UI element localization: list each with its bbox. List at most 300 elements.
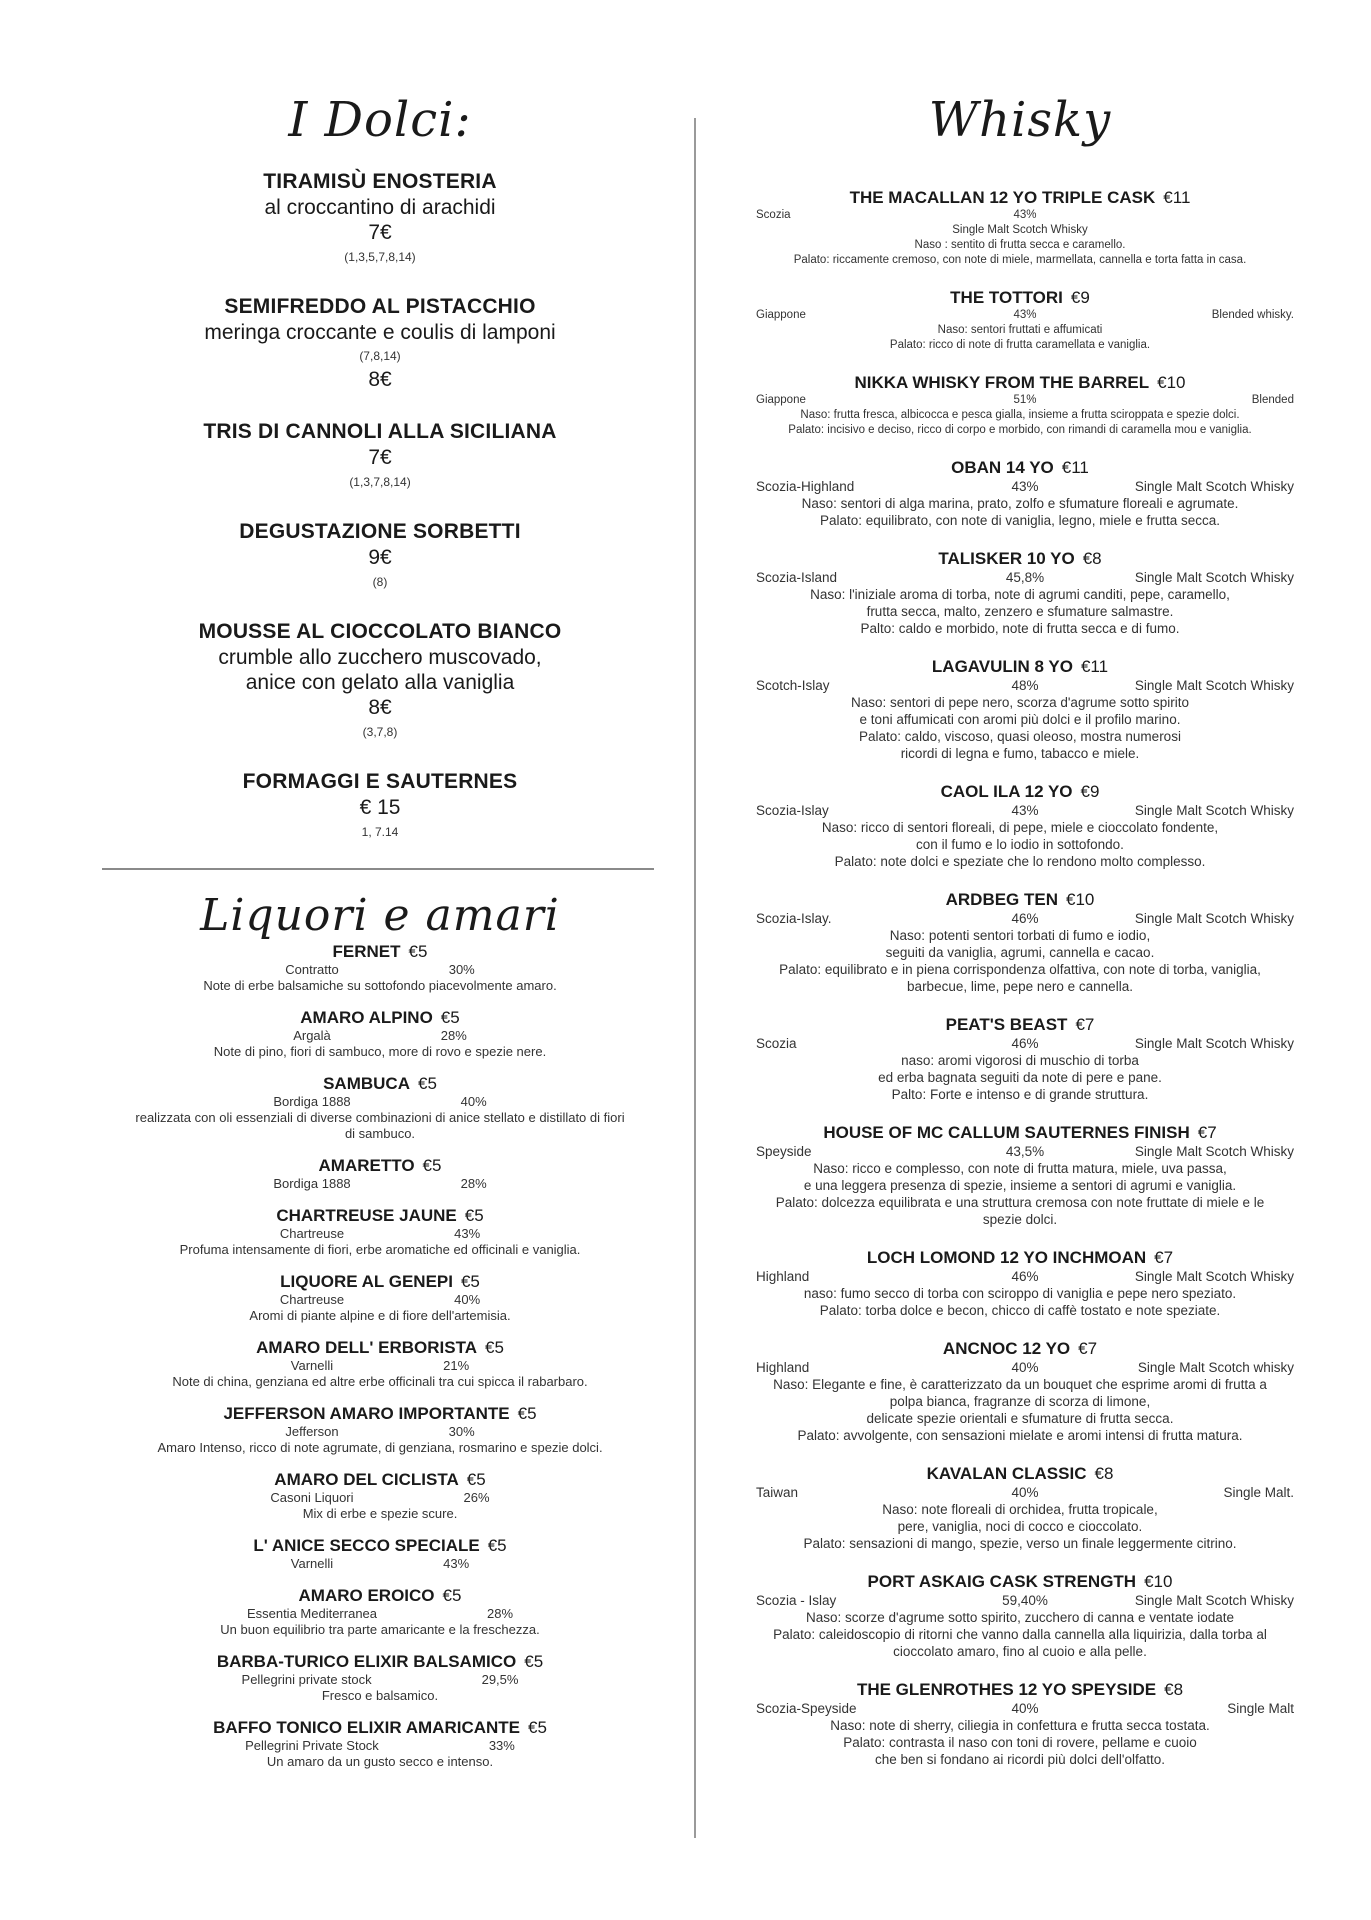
column-divider bbox=[694, 118, 696, 1838]
whisky-title bbox=[728, 890, 1312, 910]
liquor-abv: 40% bbox=[460, 1094, 487, 1109]
liquor-producer: Argalà bbox=[293, 1028, 331, 1043]
liquor-item bbox=[80, 1404, 680, 1456]
whisky-name: ANCNOC 12 YO bbox=[942, 1339, 1071, 1358]
liquori-heading: Liquori e amari bbox=[200, 890, 560, 941]
liquor-abv: 28% bbox=[440, 1028, 467, 1043]
whisky-type: Single Malt bbox=[1227, 1701, 1294, 1716]
whisky-item bbox=[728, 373, 1312, 438]
whisky-type: Single Malt Scotch Whisky bbox=[1134, 1036, 1294, 1051]
whisky-origin: Scozia bbox=[756, 1036, 797, 1051]
whisky-meta bbox=[728, 478, 1312, 495]
whisky-tasting-note: Naso: frutta fresca, albicocca e pesca gialla, insieme a frutta sciroppata e spezie dolci. bbox=[800, 409, 1240, 421]
whisky-tasting-note: Naso: Elegante e fine, è caratterizzato da un bouquet che esprime aromi di frutta a bbox=[773, 1377, 1267, 1392]
liquor-details bbox=[80, 1292, 680, 1308]
whisky-title bbox=[728, 1248, 1312, 1268]
liquor-abv: 30% bbox=[448, 962, 475, 977]
whisky-tasting-note: Naso: ricco e complesso, con note di frutta matura, miele, uva passa, bbox=[813, 1161, 1227, 1176]
whisky-item bbox=[728, 782, 1312, 870]
whisky-price: €11 bbox=[1061, 458, 1089, 477]
liquor-details bbox=[80, 1094, 680, 1110]
liquor-item bbox=[80, 1206, 680, 1258]
whisky-type: Blended whisky. bbox=[1211, 309, 1294, 321]
whisky-origin: Speyside bbox=[756, 1144, 812, 1159]
whisky-abv: 40% bbox=[1011, 1485, 1039, 1500]
dessert-name: DEGUSTAZIONE SORBETTI bbox=[239, 520, 521, 543]
whisky-meta bbox=[728, 1143, 1312, 1160]
whisky-item bbox=[728, 458, 1312, 529]
whisky-type: Blended bbox=[1251, 394, 1294, 406]
whisky-item bbox=[728, 288, 1312, 353]
whisky-name: TALISKER 10 YO bbox=[938, 549, 1075, 568]
whisky-title bbox=[728, 1464, 1312, 1484]
dessert-allergens: (1,3,7,8,14) bbox=[349, 475, 411, 489]
liquor-name: JEFFERSON AMARO IMPORTANTE bbox=[223, 1404, 510, 1423]
whisky-abv: 51% bbox=[1013, 394, 1037, 406]
whisky-meta bbox=[728, 677, 1312, 694]
liquor-title bbox=[80, 1470, 680, 1490]
whisky-item bbox=[728, 657, 1312, 762]
whisky-tasting-note: Naso : sentito di frutta secca e caramello. bbox=[914, 239, 1126, 251]
whisky-tasting-note: polpa bianca, fragranze di scorza di limone, bbox=[889, 1394, 1151, 1409]
liquor-producer: Casoni Liquori bbox=[270, 1490, 354, 1505]
whisky-item bbox=[728, 1572, 1312, 1660]
dessert-name: SEMIFREDDO AL PISTACCHIO bbox=[224, 295, 536, 318]
liquor-price: €5 bbox=[466, 1470, 486, 1489]
liquor-price: €5 bbox=[417, 1074, 437, 1093]
liquor-abv: 43% bbox=[443, 1556, 470, 1571]
liquor-title bbox=[80, 1586, 680, 1606]
whisky-tasting-note: Naso: potenti sentori torbati di fumo e iodio, bbox=[889, 928, 1151, 943]
whisky-list bbox=[728, 188, 1312, 1788]
whisky-tasting-note: Naso: sentori di alga marina, prato, zolfo e sfumature floreali e agrumate. bbox=[801, 496, 1239, 511]
dessert-item bbox=[80, 768, 680, 843]
whisky-meta bbox=[728, 393, 1312, 408]
whisky-origin: Scozia bbox=[756, 209, 791, 221]
whisky-meta bbox=[728, 1035, 1312, 1052]
liquor-name: BARBA-TURICO ELIXIR BALSAMICO bbox=[216, 1652, 517, 1671]
whisky-tasting-note: Palato: ricco di note di frutta caramellata e vaniglia. bbox=[889, 339, 1151, 351]
liquor-description: realizzata con oli essenziali di diverse combinazioni di anice stellato e distillato di fiori bbox=[135, 1110, 625, 1125]
whisky-meta bbox=[728, 1700, 1312, 1717]
dessert-name: TIRAMISÙ ENOSTERIA bbox=[263, 170, 497, 193]
whisky-tasting-note: Palato: note dolci e speziate che lo rendono molto complesso. bbox=[834, 854, 1206, 869]
liquor-item bbox=[80, 942, 680, 994]
liquor-title bbox=[80, 942, 680, 962]
whisky-item bbox=[728, 549, 1312, 637]
liquor-title bbox=[80, 1074, 680, 1094]
whisky-price: €11 bbox=[1163, 188, 1191, 207]
liquor-item bbox=[80, 1536, 680, 1572]
whisky-tasting-note: che ben si fondano ai ricordi più dolci dell'olfatto. bbox=[874, 1752, 1165, 1767]
whisky-abv: 40% bbox=[1011, 1360, 1039, 1375]
whisky-tasting-note: Palato: contrasta il naso con toni di rovere, pellame e cuoio bbox=[843, 1735, 1197, 1750]
dessert-name: MOUSSE AL CIOCCOLATO BIANCO bbox=[198, 620, 562, 643]
liquor-abv: 40% bbox=[454, 1292, 481, 1307]
whisky-meta bbox=[728, 910, 1312, 927]
liquor-description: Note di pino, fiori di sambuco, more di rovo e spezie nere. bbox=[213, 1044, 547, 1059]
whisky-abv: 45,8% bbox=[1005, 570, 1045, 585]
whisky-origin: Scozia-Highland bbox=[756, 479, 855, 494]
whisky-tasting-note: Palato: avvolgente, con sensazioni mielate e aromi intensi di frutta matura. bbox=[797, 1428, 1243, 1443]
liquor-details bbox=[80, 1606, 680, 1622]
liquor-title bbox=[80, 1156, 680, 1176]
whisky-tasting-note: spezie dolci. bbox=[982, 1212, 1058, 1227]
whisky-origin: Scozia-Island bbox=[756, 570, 838, 585]
whisky-name: THE GLENROTHES 12 YO SPEYSIDE bbox=[856, 1680, 1157, 1699]
whisky-tasting-note: Palato: caldo, viscoso, quasi oleoso, mostra numerosi bbox=[859, 729, 1181, 744]
whisky-type: Single Malt Scotch Whisky bbox=[1134, 570, 1294, 585]
liquor-price: €5 bbox=[422, 1156, 442, 1175]
dessert-item bbox=[80, 518, 680, 593]
liquor-title bbox=[80, 1272, 680, 1292]
whisky-meta bbox=[728, 308, 1312, 323]
whisky-title bbox=[728, 782, 1312, 802]
liquor-details bbox=[80, 1490, 680, 1506]
whisky-name: HOUSE OF MC CALLUM SAUTERNES FINISH bbox=[823, 1123, 1190, 1142]
liquor-name: FERNET bbox=[332, 942, 401, 961]
whisky-origin: Taiwan bbox=[756, 1485, 799, 1500]
whisky-origin: Highland bbox=[756, 1269, 810, 1284]
whisky-abv: 43% bbox=[1013, 309, 1037, 321]
liquor-title bbox=[80, 1536, 680, 1556]
whisky-price: €8 bbox=[1082, 549, 1102, 568]
whisky-item bbox=[728, 1464, 1312, 1552]
liquor-description: Fresco e balsamico. bbox=[321, 1688, 439, 1703]
dessert-price: € 15 bbox=[359, 796, 401, 819]
whisky-tasting-note: seguiti da vaniglia, agrumi, cannella e cacao. bbox=[885, 945, 1155, 960]
whisky-meta bbox=[728, 208, 1312, 223]
liquor-name: SAMBUCA bbox=[323, 1074, 410, 1093]
whisky-tasting-note: frutta secca, malto, zenzero e sfumature salmastre. bbox=[866, 604, 1174, 619]
whisky-item bbox=[728, 188, 1312, 268]
whisky-tasting-note: Palato: sensazioni di mango, spezie, verso un finale leggermente citrino. bbox=[803, 1536, 1237, 1551]
whisky-meta bbox=[728, 1592, 1312, 1609]
whisky-name: THE TOTTORI bbox=[950, 288, 1063, 307]
liquor-producer: Varnelli bbox=[290, 1358, 334, 1373]
whisky-origin: Highland bbox=[756, 1360, 810, 1375]
whisky-price: €10 bbox=[1157, 373, 1186, 392]
liquor-item bbox=[80, 1008, 680, 1060]
whisky-title bbox=[728, 1339, 1312, 1359]
liquor-item bbox=[80, 1718, 680, 1770]
liquori-list bbox=[80, 942, 680, 1784]
liquor-price: €5 bbox=[442, 1586, 462, 1605]
whisky-title bbox=[728, 1572, 1312, 1592]
liquor-name: AMARO DELL' ERBORISTA bbox=[256, 1338, 478, 1357]
dessert-name: FORMAGGI E SAUTERNES bbox=[242, 770, 518, 793]
whisky-tasting-note: Naso: ricco di sentori floreali, di pepe, miele e cioccolato fondente, bbox=[821, 820, 1219, 835]
whisky-type: Single Malt Scotch whisky bbox=[1137, 1360, 1294, 1375]
liquor-price: €5 bbox=[460, 1272, 480, 1291]
whisky-title bbox=[728, 1123, 1312, 1143]
whisky-tasting-note: Palato: caleidoscopio di ritorni che vanno dalla cannella alla liquirizia, dalla torba al bbox=[773, 1627, 1267, 1642]
whisky-title bbox=[728, 288, 1312, 308]
whisky-price: €9 bbox=[1080, 782, 1100, 801]
liquor-description: Un buon equilibrio tra parte amaricante e la freschezza. bbox=[220, 1622, 540, 1637]
whisky-tasting-note: Palto: caldo e morbido, note di frutta secca e di fumo. bbox=[860, 621, 1180, 636]
liquor-name: AMARO ALPINO bbox=[300, 1008, 433, 1027]
whisky-name: ARDBEG TEN bbox=[945, 890, 1059, 909]
liquor-producer: Chartreuse bbox=[279, 1226, 345, 1241]
dessert-description: crumble allo zucchero muscovado, bbox=[218, 646, 542, 669]
whisky-name: KAVALAN CLASSIC bbox=[926, 1464, 1087, 1483]
whisky-tasting-note: ricordi di legna e fumo, tabacco e miele. bbox=[900, 746, 1140, 761]
whisky-item bbox=[728, 890, 1312, 995]
whisky-price: €10 bbox=[1066, 890, 1095, 909]
liquor-details bbox=[80, 962, 680, 978]
whisky-type bbox=[1115, 208, 1304, 223]
liquor-producer: Bordiga 1888 bbox=[273, 1176, 351, 1191]
liquor-details bbox=[80, 1424, 680, 1440]
whisky-item bbox=[728, 1248, 1312, 1319]
liquor-item bbox=[80, 1586, 680, 1638]
whisky-abv: 46% bbox=[1011, 1269, 1039, 1284]
dessert-item bbox=[80, 168, 680, 268]
liquor-details bbox=[80, 1028, 680, 1044]
whisky-origin: Giappone bbox=[756, 394, 806, 406]
whisky-tasting-note: Palato: incisivo e deciso, ricco di corpo e morbido, con rimandi di caramella mou e vaniglia. bbox=[788, 424, 1252, 436]
whisky-origin: Scozia-Islay bbox=[756, 803, 829, 818]
dessert-allergens: 1, 7.14 bbox=[361, 825, 399, 839]
whisky-name: THE MACALLAN 12 YO TRIPLE CASK bbox=[849, 188, 1156, 207]
whisky-tasting-note: Palato: equilibrato, con note di vaniglia, legno, miele e frutta secca. bbox=[820, 513, 1220, 528]
liquor-description: Aromi di piante alpine e di fiore dell'artemisia. bbox=[249, 1308, 511, 1323]
whisky-tasting-note: Palato: torba dolce e becon, chicco di caffè tostato e note speziate. bbox=[819, 1303, 1221, 1318]
liquor-description: di sambuco. bbox=[344, 1126, 416, 1141]
whisky-price: €7 bbox=[1154, 1248, 1174, 1267]
liquor-name: L' ANICE SECCO SPECIALE bbox=[253, 1536, 480, 1555]
liquor-abv: 29,5% bbox=[481, 1672, 519, 1687]
whisky-price: €7 bbox=[1197, 1123, 1217, 1142]
liquor-producer: Bordiga 1888 bbox=[273, 1094, 351, 1109]
whisky-tasting-note: Single Malt Scotch Whisky bbox=[952, 224, 1088, 236]
whisky-origin: Scozia-Speyside bbox=[756, 1701, 857, 1716]
liquor-description: Profuma intensamente di fiori, erbe aromatiche ed officinali e vaniglia. bbox=[179, 1242, 581, 1257]
whisky-name: PORT ASKAIG CASK STRENGTH bbox=[867, 1572, 1137, 1591]
liquor-price: €5 bbox=[517, 1404, 537, 1423]
dessert-price: 7€ bbox=[368, 446, 392, 469]
whisky-tasting-note: Naso: note di sherry, ciliegia in confettura e frutta secca tostata. bbox=[830, 1718, 1210, 1733]
liquor-abv: 21% bbox=[443, 1358, 470, 1373]
dolci-heading: I Dolci: bbox=[288, 92, 472, 148]
section-divider bbox=[102, 868, 654, 870]
whisky-tasting-note: Naso: sentori di pepe nero, scorza d'agrume sotto spirito bbox=[850, 695, 1189, 710]
whisky-abv: 43% bbox=[1011, 479, 1039, 494]
liquor-item bbox=[80, 1272, 680, 1324]
liquor-title bbox=[80, 1652, 680, 1672]
whisky-tasting-note: e toni affumicati con aromi più dolci e il profilo marino. bbox=[859, 712, 1181, 727]
whisky-abv: 46% bbox=[1011, 911, 1039, 926]
whisky-tasting-note: Palto: Forte e intenso e di grande struttura. bbox=[891, 1087, 1149, 1102]
dessert-price: 9€ bbox=[368, 546, 392, 569]
whisky-price: €10 bbox=[1144, 1572, 1173, 1591]
whisky-type: Single Malt. bbox=[1223, 1485, 1294, 1500]
whisky-item bbox=[728, 1680, 1312, 1768]
whisky-abv: 46% bbox=[1011, 1036, 1039, 1051]
liquor-description: Amaro Intenso, ricco di note agrumate, di genziana, rosmarino e spezie dolci. bbox=[157, 1440, 603, 1455]
dessert-description: anice con gelato alla vaniglia bbox=[245, 671, 515, 694]
whisky-abv: 43,5% bbox=[1005, 1144, 1045, 1159]
whisky-title bbox=[728, 1680, 1312, 1700]
dessert-price: 8€ bbox=[368, 696, 392, 719]
whisky-tasting-note: barbecue, lime, pepe nero e cannella. bbox=[907, 979, 1133, 994]
liquor-name: AMARO EROICO bbox=[298, 1586, 435, 1605]
liquor-producer: Chartreuse bbox=[279, 1292, 345, 1307]
whisky-name: NIKKA WHISKY FROM THE BARREL bbox=[854, 373, 1150, 392]
whisky-name: CAOL ILA 12 YO bbox=[940, 782, 1073, 801]
whisky-tasting-note: e una leggera presenza di spezie, insieme a sentori di agrumi e vaniglia. bbox=[803, 1178, 1237, 1193]
whisky-tasting-note: naso: fumo secco di torba con sciroppo di vaniglia e pepe nero speziato. bbox=[803, 1286, 1237, 1301]
dessert-item bbox=[80, 293, 680, 393]
dessert-item bbox=[80, 618, 680, 743]
liquor-item bbox=[80, 1338, 680, 1390]
whisky-name: LOCH LOMOND 12 YO INCHMOAN bbox=[866, 1248, 1147, 1267]
liquor-item bbox=[80, 1470, 680, 1522]
whisky-tasting-note: naso: aromi vigorosi di muschio di torba bbox=[901, 1053, 1139, 1068]
whisky-abv: 48% bbox=[1011, 678, 1039, 693]
liquor-item bbox=[80, 1074, 680, 1142]
whisky-title bbox=[728, 188, 1312, 208]
liquor-producer: Jefferson bbox=[285, 1424, 339, 1439]
dessert-allergens: (8) bbox=[372, 575, 388, 589]
liquor-details bbox=[80, 1226, 680, 1242]
liquor-producer: Essentia Mediterranea bbox=[246, 1606, 378, 1621]
whisky-type: Single Malt Scotch Whisky bbox=[1134, 479, 1294, 494]
whisky-origin: Scozia - Islay bbox=[756, 1593, 837, 1608]
whisky-item bbox=[728, 1123, 1312, 1228]
whisky-type: Single Malt Scotch Whisky bbox=[1134, 1593, 1294, 1608]
whisky-tasting-note: ed erba bagnata seguiti da note di pere e pane. bbox=[878, 1070, 1162, 1085]
whisky-price: €9 bbox=[1070, 288, 1090, 307]
liquor-description: Note di china, genziana ed altre erbe officinali tra cui spicca il rabarbaro. bbox=[172, 1374, 588, 1389]
whisky-tasting-note: delicate spezie orientali e sfumature di frutta secca. bbox=[866, 1411, 1174, 1426]
whisky-title bbox=[728, 1015, 1312, 1035]
whisky-title bbox=[728, 549, 1312, 569]
dessert-price: 8€ bbox=[368, 368, 392, 391]
dessert-allergens: (1,3,5,7,8,14) bbox=[344, 250, 416, 264]
liquor-abv: 28% bbox=[487, 1606, 514, 1621]
liquor-abv: 30% bbox=[448, 1424, 475, 1439]
whisky-title bbox=[728, 458, 1312, 478]
liquor-name: AMARETTO bbox=[318, 1156, 415, 1175]
liquor-abv: 33% bbox=[488, 1738, 515, 1753]
whisky-tasting-note: Palato: equilibrato e in piena corrispondenza olfattiva, con note di torba, vaniglia, bbox=[779, 962, 1261, 977]
whisky-origin: Scozia-Islay. bbox=[756, 911, 832, 926]
dessert-description: al croccantino di arachidi bbox=[264, 196, 496, 219]
dessert-allergens: (3,7,8) bbox=[362, 725, 398, 739]
whisky-tasting-note: cioccolato amaro, fino al cuoio e alla pelle. bbox=[893, 1644, 1147, 1659]
whisky-name: OBAN 14 YO bbox=[951, 458, 1054, 477]
whisky-tasting-note: Naso: sentori fruttati e affumicati bbox=[937, 324, 1103, 336]
whisky-name: PEAT'S BEAST bbox=[945, 1015, 1068, 1034]
liquor-details bbox=[80, 1358, 680, 1374]
liquor-item bbox=[80, 1156, 680, 1192]
whisky-price: €7 bbox=[1078, 1339, 1098, 1358]
liquor-price: €5 bbox=[464, 1206, 484, 1225]
whisky-heading: Whisky bbox=[928, 92, 1112, 148]
whisky-tasting-note: Naso: l'iniziale aroma di torba, note di agrumi canditi, pepe, caramello, bbox=[810, 587, 1230, 602]
whisky-origin: Scotch-Islay bbox=[756, 678, 830, 693]
liquor-price: €5 bbox=[440, 1008, 460, 1027]
liquor-description: Mix di erbe e spezie scure. bbox=[302, 1506, 458, 1521]
whisky-type: Single Malt Scotch Whisky bbox=[1134, 1269, 1294, 1284]
liquor-title bbox=[80, 1206, 680, 1226]
whisky-tasting-note: con il fumo e lo iodio in sottofondo. bbox=[916, 837, 1124, 852]
liquor-abv: 26% bbox=[463, 1490, 490, 1505]
whisky-tasting-note: Naso: scorze d'agrume sotto spirito, zucchero di canna e ventate iodate bbox=[805, 1610, 1235, 1625]
liquor-name: BAFFO TONICO ELIXIR AMARICANTE bbox=[213, 1718, 521, 1737]
whisky-abv: 43% bbox=[1013, 209, 1037, 221]
whisky-meta bbox=[728, 1268, 1312, 1285]
whisky-tasting-note: pere, vaniglia, noci di cocco e cioccolato. bbox=[897, 1519, 1143, 1534]
whisky-origin: Giappone bbox=[756, 309, 806, 321]
dessert-description: meringa croccante e coulis di lamponi bbox=[204, 321, 556, 344]
liquor-price: €5 bbox=[485, 1338, 504, 1357]
whisky-meta bbox=[728, 802, 1312, 819]
liquor-title bbox=[80, 1008, 680, 1028]
liquor-description: Un amaro da un gusto secco e intenso. bbox=[266, 1754, 494, 1769]
dessert-item bbox=[80, 418, 680, 493]
whisky-title bbox=[728, 373, 1312, 393]
liquor-details bbox=[80, 1556, 680, 1572]
whisky-tasting-note: Palato: dolcezza equilibrata e una struttura cremosa con note fruttate di miele e le bbox=[775, 1195, 1265, 1210]
whisky-abv: 43% bbox=[1011, 803, 1039, 818]
liquor-title bbox=[80, 1404, 680, 1424]
whisky-type: Single Malt Scotch Whisky bbox=[1134, 911, 1294, 926]
liquor-title bbox=[80, 1338, 680, 1358]
whisky-item bbox=[728, 1339, 1312, 1444]
whisky-meta bbox=[728, 1484, 1312, 1501]
liquor-title bbox=[80, 1718, 680, 1738]
liquor-price: €5 bbox=[528, 1718, 547, 1737]
liquor-producer: Pellegrini private stock bbox=[241, 1672, 372, 1687]
liquor-producer: Varnelli bbox=[290, 1556, 334, 1571]
whisky-price: €11 bbox=[1080, 657, 1109, 676]
liquor-producer: Pellegrini Private Stock bbox=[245, 1738, 379, 1753]
dessert-price: 7€ bbox=[368, 221, 392, 244]
liquor-price: €5 bbox=[487, 1536, 507, 1555]
liquor-description: Note di erbe balsamiche su sottofondo piacevolmente amaro. bbox=[203, 978, 557, 993]
liquor-abv: 28% bbox=[460, 1176, 487, 1191]
whisky-meta bbox=[728, 569, 1312, 586]
whisky-type: Single Malt Scotch Whisky bbox=[1134, 803, 1294, 818]
whisky-tasting-note: Naso: note floreali di orchidea, frutta tropicale, bbox=[882, 1502, 1158, 1517]
whisky-price: €7 bbox=[1075, 1015, 1095, 1034]
liquor-name: LIQUORE AL GENEPI bbox=[280, 1272, 453, 1291]
liquor-name: AMARO DEL CICLISTA bbox=[274, 1470, 459, 1489]
liquor-abv: 43% bbox=[454, 1226, 481, 1241]
dolci-list bbox=[80, 168, 680, 868]
liquor-details bbox=[80, 1672, 680, 1688]
liquor-item bbox=[80, 1652, 680, 1704]
whisky-name: LAGAVULIN 8 YO bbox=[931, 657, 1073, 676]
whisky-type: Single Malt Scotch Whisky bbox=[1134, 678, 1294, 693]
whisky-abv: 59,40% bbox=[1002, 1593, 1048, 1608]
liquor-name: CHARTREUSE JAUNE bbox=[276, 1206, 457, 1225]
liquor-price: €5 bbox=[408, 942, 428, 961]
whisky-tasting-note: Palato: riccamente cremoso, con note di miele, marmellata, cannella e torta fatta in casa. bbox=[793, 254, 1247, 266]
liquor-producer: Contratto bbox=[285, 962, 339, 977]
whisky-price: €8 bbox=[1164, 1680, 1184, 1699]
whisky-type: Single Malt Scotch Whisky bbox=[1134, 1144, 1294, 1159]
dessert-allergens: (7,8,14) bbox=[359, 349, 401, 363]
liquor-price: €5 bbox=[524, 1652, 544, 1671]
whisky-title bbox=[728, 657, 1312, 677]
whisky-abv: 40% bbox=[1011, 1701, 1039, 1716]
whisky-meta bbox=[728, 1359, 1312, 1376]
dessert-name: TRIS DI CANNOLI ALLA SICILIANA bbox=[203, 420, 557, 443]
